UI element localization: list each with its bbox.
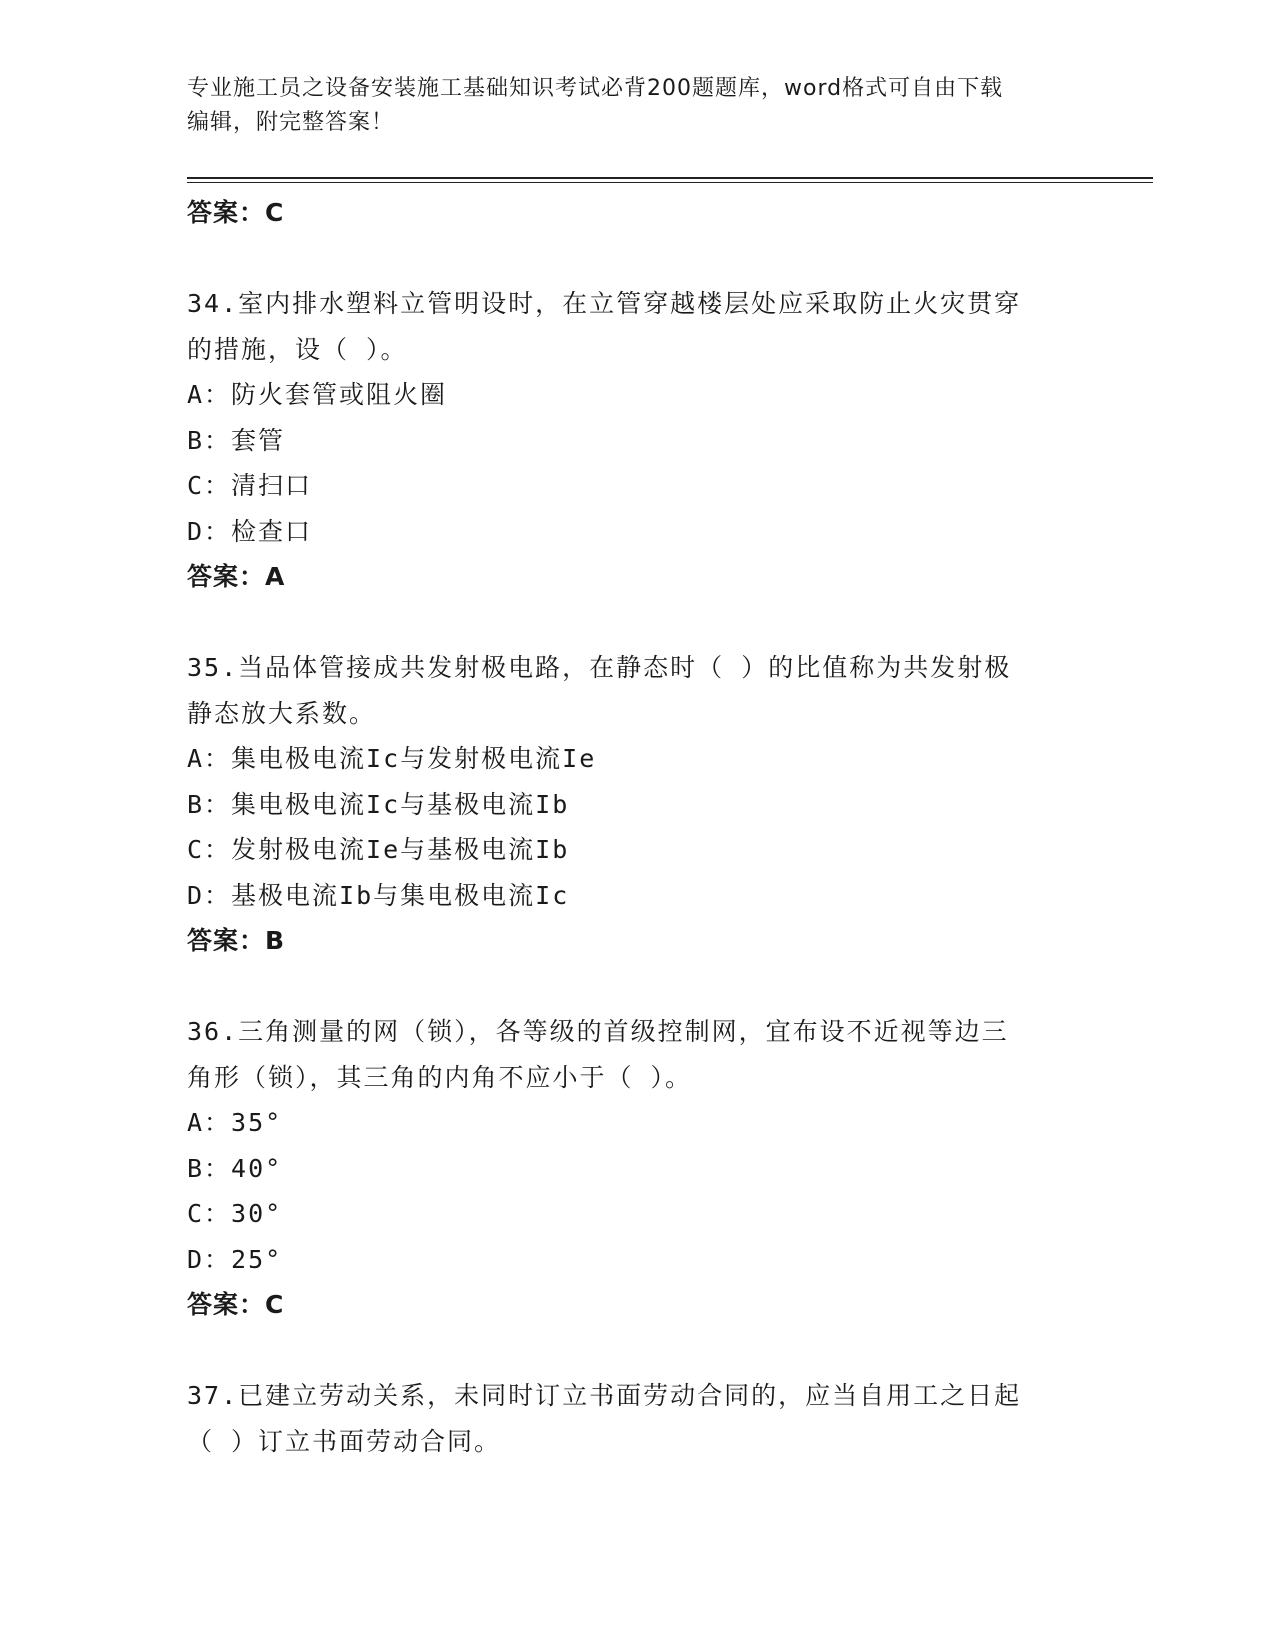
question-text: 35.当品体管接成共发射极电路，在静态时（ ）的比值称为共发射极 [187, 653, 1012, 682]
question-text: 静态放大系数。 [187, 698, 377, 728]
option-d: D：基极电流Ib与集电极电流Ic [187, 880, 570, 910]
header-line-2: 编辑，附完整答案！ [187, 110, 395, 135]
question-36 [187, 1009, 1087, 1328]
question-text: 36.三角测量的网（锁），各等级的首级控制网，宜布设不近视等边三 [187, 1017, 1009, 1046]
option-a: A：35° [187, 1108, 283, 1137]
document-body [187, 190, 1087, 1464]
question-37 [187, 1373, 1087, 1464]
question-34 [187, 281, 1087, 600]
answer: 答案：A [187, 562, 286, 591]
answer: 答案：C [187, 1290, 285, 1319]
question-35 [187, 645, 1087, 964]
option-c: C：30° [187, 1199, 283, 1228]
previous-answer: 答案：C [187, 198, 285, 227]
spacer [187, 964, 1087, 1010]
option-a: A：防火套管或阻火圈 [187, 380, 448, 409]
option-b: B：集电极电流Ic与基极电流Ib [187, 789, 570, 819]
option-b: B：40° [187, 1153, 283, 1183]
question-text: 的措施，设（ ）。 [187, 334, 408, 364]
spacer [187, 600, 1087, 646]
option-b: B：套管 [187, 425, 286, 455]
question-text: 34.室内排水塑料立管明设时，在立管穿越楼层处应采取防止火灾贯穿 [187, 289, 1022, 318]
header-line-1: 专业施工员之设备安装施工基础知识考试必背200题题库，word格式可自由下载 [187, 76, 1004, 101]
document-header [187, 72, 1067, 140]
question-text: 37.已建立劳动关系，未同时订立书面劳动合同的，应当自用工之日起 [187, 1381, 1022, 1410]
header-divider-thick [187, 177, 1153, 179]
question-text: 角形（锁），其三角的内角不应小于（ ）。 [187, 1062, 693, 1092]
header-divider-thin [187, 182, 1153, 183]
question-text: （ ）订立书面劳动合同。 [187, 1426, 502, 1456]
spacer [187, 236, 1087, 282]
option-c: C：发射极电流Ie与基极电流Ib [187, 835, 570, 864]
answer: 答案：B [187, 926, 286, 955]
option-a: A：集电极电流Ic与发射极电流Ie [187, 744, 597, 773]
option-d: D：25° [187, 1244, 283, 1274]
option-d: D：检查口 [187, 516, 313, 546]
option-c: C：清扫口 [187, 471, 313, 500]
spacer [187, 1328, 1087, 1374]
